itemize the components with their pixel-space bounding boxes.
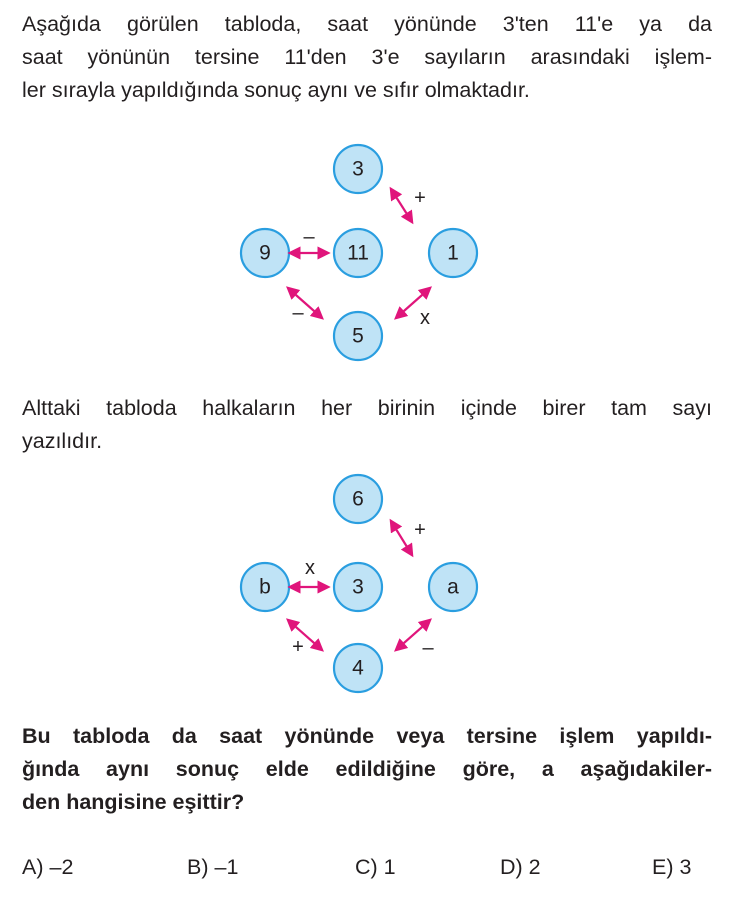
middle-line: yazılıdır.: [22, 429, 103, 453]
option-letter: D): [500, 855, 523, 879]
option-letter: A): [22, 855, 44, 879]
circle-left-label: b: [259, 575, 271, 599]
circle-top: [334, 475, 382, 523]
circle-center-label: 11: [347, 241, 369, 265]
operator-bottom-left: +: [292, 636, 304, 658]
option-e[interactable]: [652, 855, 691, 880]
option-c[interactable]: [355, 855, 396, 880]
circle-center-label: 3: [352, 575, 364, 599]
circle-left: [241, 229, 289, 277]
intro-line: ler sırayla yapıldığında sonuç aynı ve sıfır olmaktadır.: [22, 78, 530, 102]
middle-line: Alttaki tabloda halkaların her birinin içinde birer tam sayı: [22, 396, 712, 420]
circle-bottom: [334, 312, 382, 360]
circle-bottom: [334, 644, 382, 692]
middle-paragraph: [22, 392, 712, 458]
operator-right-bottom: –: [422, 637, 434, 659]
circle-bottom-label: 5: [352, 324, 364, 348]
option-d[interactable]: [500, 855, 541, 880]
circle-center: [334, 563, 382, 611]
circle-right-label: a: [447, 575, 459, 599]
circle-left: [241, 563, 289, 611]
diagram-2: [0, 470, 731, 690]
option-b[interactable]: [187, 855, 238, 880]
question-line: ğında aynı sonuç elde edildiğine göre, a aşağıdakiler-: [22, 757, 712, 781]
answer-options: [22, 855, 712, 885]
question-line: den hangisine eşittir?: [22, 790, 245, 814]
option-letter: B): [187, 855, 209, 879]
circle-bottom-label: 4: [352, 656, 364, 680]
arrow-top-right: [391, 189, 412, 222]
circle-right: [429, 563, 477, 611]
operator-top-right: +: [414, 519, 426, 541]
option-letter: C): [355, 855, 378, 879]
intro-paragraph: [22, 8, 712, 107]
operator-top-right: +: [414, 187, 426, 209]
option-letter: E): [652, 855, 674, 879]
circle-left-label: 9: [259, 241, 271, 265]
intro-line: saat yönünün tersine 11'den 3'e sayıların arasındaki işlem-: [22, 45, 712, 69]
arrow-top-right: [391, 521, 412, 555]
circle-center: [334, 229, 382, 277]
operator-bottom-left: –: [292, 302, 304, 324]
question-paragraph: [22, 720, 712, 819]
operator-left-center: x: [305, 557, 315, 579]
option-value: 3: [679, 855, 692, 879]
operator-left-center: –: [303, 226, 315, 248]
option-value: 1: [383, 855, 396, 879]
option-value: –1: [214, 855, 239, 879]
circle-right-label: 1: [447, 241, 459, 265]
diagram-1: [0, 140, 731, 360]
circle-top-label: 3: [352, 157, 364, 181]
option-a[interactable]: [22, 855, 73, 880]
circle-right: [429, 229, 477, 277]
operator-right-bottom: x: [420, 307, 430, 329]
circle-top-label: 6: [352, 487, 364, 511]
circle-top: [334, 145, 382, 193]
question-line: Bu tabloda da saat yönünde veya tersine işlem yapıldı-: [22, 724, 712, 748]
option-value: 2: [528, 855, 541, 879]
intro-line: Aşağıda görülen tabloda, saat yönünde 3'ten 11'e ya da: [22, 12, 712, 36]
option-value: –2: [49, 855, 74, 879]
